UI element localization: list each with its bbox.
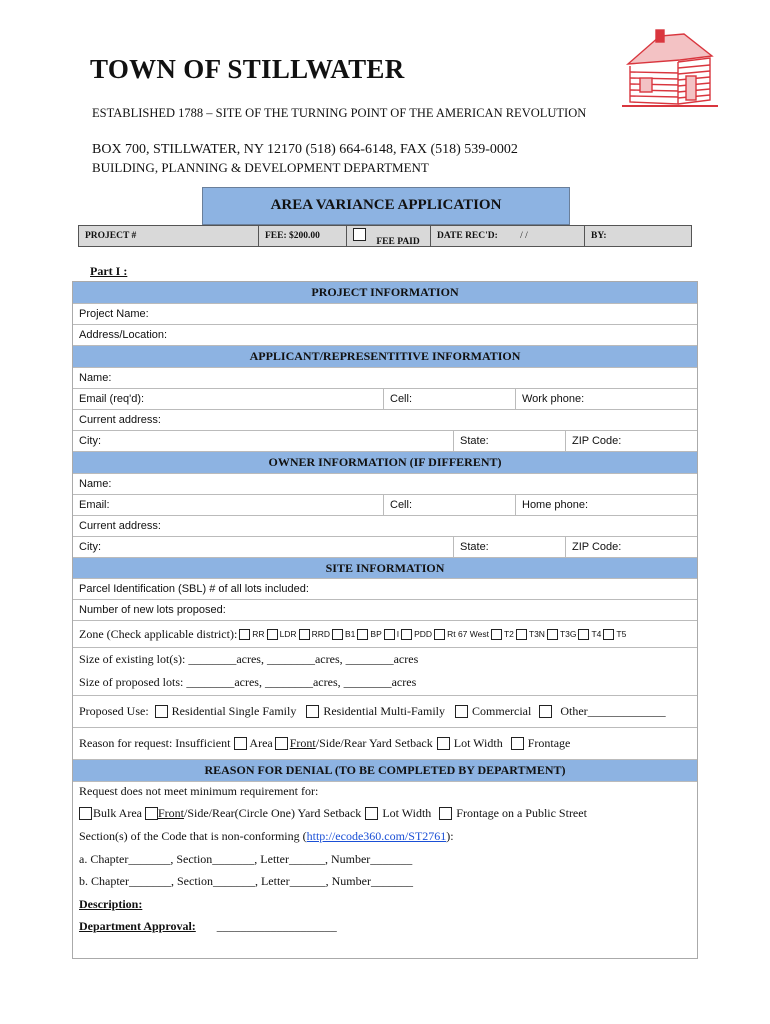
owner-name-label: Name: [79,478,112,490]
zone-checkbox[interactable] [491,629,502,640]
applicant-state-field[interactable] [453,431,565,451]
fee-label: FEE: $200.00 [265,231,320,241]
reason-label: Reason for request: Insufficient [79,736,231,750]
reason-area-checkbox[interactable] [234,737,247,750]
zone-checkbox[interactable] [384,629,395,640]
zone-checkbox[interactable] [434,629,445,640]
town-title: TOWN OF STILLWATER [90,54,405,84]
denial-lot-width-checkbox[interactable] [365,807,378,820]
zone-checkbox[interactable] [267,629,278,640]
department-approval-signature-line[interactable]: ____________________ [216,919,337,933]
project-name-label: Project Name: [79,308,149,320]
denial-requirements-row [73,806,587,821]
zone-option-label: T2 [503,629,514,639]
owner-zip-label: ZIP Code: [572,541,622,553]
existing-lot-size-field[interactable] [73,648,697,670]
denial-setback-checkbox[interactable] [145,807,158,820]
applicant-contact-row [73,389,697,410]
use-single-family-label: Residential Single Family [171,704,297,718]
zone-label: Zone (Check applicable district): [79,626,238,641]
denial-frontage-label: Frontage on a Public Street [456,806,587,820]
application-title: AREA VARIANCE APPLICATION [270,197,502,213]
contact-address: BOX 700, STILLWATER, NY 12170 (518) 664-6148, FAX (518) 539-0002 [92,142,518,157]
zone-checkbox[interactable] [299,629,310,640]
reason-area-label: Area [249,736,273,750]
owner-contact-row [73,495,697,516]
use-other-label: Other_____________ [560,704,666,718]
owner-name-field[interactable] [73,474,697,495]
project-number-field[interactable] [79,226,259,246]
applicant-current-address-label: Current address: [79,414,161,426]
denial-front-label: Front [158,806,185,820]
applicant-heading: APPLICANT/REPRESENTITIVE INFORMATION [73,346,697,368]
owner-heading: OWNER INFORMATION (IF DIFFERENT) [73,452,697,474]
zone-option-label: T3N [528,629,545,639]
zone-option-label: Rt 67 West [447,629,489,639]
fee-paid-checkbox[interactable] [353,228,366,241]
zone-checkbox[interactable] [332,629,343,640]
applicant-cell-field[interactable] [383,389,515,409]
applicant-cell-label: Cell: [390,393,413,405]
department-approval-label: Department Approval: [79,919,196,933]
applicant-city-label[interactable]: City: [79,435,101,447]
zone-checkbox[interactable] [578,629,589,640]
owner-home-phone-label: Home phone: [522,499,589,511]
zone-checkbox[interactable] [547,629,558,640]
owner-email-label[interactable]: Email: [79,499,110,511]
denial-bulk-area-label: Bulk Area [93,806,142,820]
zone-checkbox[interactable] [239,629,250,640]
denial-heading: REASON FOR DENIAL (TO BE COMPLETED BY DEPARTMENT) [73,760,697,782]
zone-option-label: RR [252,629,265,639]
zone-options [239,629,628,640]
applicant-current-address-field[interactable] [73,410,697,431]
received-by-field[interactable] [585,226,691,246]
fee-paid-label: FEE PAID [376,237,420,247]
project-info-heading: PROJECT INFORMATION [73,282,697,304]
zone-option-label: T3G [559,629,577,639]
reason-for-request-row [73,728,697,760]
owner-cell-field[interactable] [383,495,515,515]
town-tagline: ESTABLISHED 1788 – SITE OF THE TURNING POINT OF THE AMERICAN REVOLUTION [92,106,587,120]
zone-option-label: B1 [345,629,356,639]
date-received-slashes: / / [520,231,528,241]
zone-option-label: T4 [591,629,602,639]
zone-row [73,621,697,648]
zone-option-label: RRD [311,629,330,639]
zone-checkbox[interactable] [401,629,412,640]
received-by-label: BY: [591,231,607,241]
zone-option-label: BP [370,629,382,639]
reason-lot-width-checkbox[interactable] [437,737,450,750]
project-name-field[interactable] [73,304,697,325]
denial-intro: Request does not meet minimum requirement for: [79,784,319,798]
owner-state-label: State: [460,541,489,553]
applicant-work-phone-label: Work phone: [522,393,585,405]
zone-checkbox[interactable] [357,629,368,640]
use-other-checkbox[interactable] [539,705,552,718]
applicant-zip-field[interactable] [565,431,697,451]
applicant-zip-label: ZIP Code: [572,435,622,447]
owner-current-address-label: Current address: [79,520,161,532]
zone-option-label: PDD [414,629,433,639]
denial-frontage-checkbox[interactable] [439,807,452,820]
part-one-label: Part I : [90,264,128,278]
date-received-label: DATE REC'D: [437,231,498,241]
zone-option-label: T5 [616,629,627,639]
zone-option-label: LDR [279,629,297,639]
reason-frontage-checkbox[interactable] [511,737,524,750]
owner-home-phone-field[interactable] [515,495,697,515]
owner-state-field[interactable] [453,537,565,557]
owner-zip-field[interactable] [565,537,697,557]
department-approval-line [73,919,337,934]
code-line-b[interactable]: b. Chapter_______, Section_______, Letter______, Number_______ [79,874,413,888]
use-single-family-checkbox[interactable] [155,705,168,718]
reason-setback-label: /Side/Rear Yard Setback [315,736,433,750]
denial-setback-label: /Side/Rear(Circle One) Yard Setback [184,806,362,820]
reason-front-label: Front [289,736,316,750]
owner-current-address-field[interactable] [73,516,697,537]
use-commercial-checkbox[interactable] [455,705,468,718]
new-lots-field[interactable] [73,600,697,621]
applicant-work-phone-field[interactable] [515,389,697,409]
address-location-label: Address/Location: [79,329,168,341]
parcel-id-field[interactable] [73,579,697,600]
proposed-lot-size-label: Size of proposed lots: ________acres, ________acres, ________acres [79,675,417,689]
log-cabin-icon [620,26,720,108]
proposed-lot-size-field[interactable] [73,670,697,696]
date-received-field[interactable] [431,226,585,246]
parcel-id-label: Parcel Identification (SBL) # of all lots included: [79,583,309,595]
zone-checkbox[interactable] [516,629,527,640]
description-label: Description: [79,897,143,911]
denial-lot-width-label: Lot Width [382,806,432,820]
project-number-label: PROJECT # [85,231,137,241]
existing-lot-size-label: Size of existing lot(s): ________acres, ________acres, ________acres [79,651,419,666]
owner-city-label[interactable]: City: [79,541,101,553]
code-line-a[interactable]: a. Chapter_______, Section_______, Letter______, Number_______ [79,852,413,866]
applicant-city-row [73,431,697,452]
ecode-link[interactable]: http://ecode360.com/ST2761 [306,829,447,843]
denial-bulk-area-checkbox[interactable] [79,807,92,820]
code-section-line [73,829,454,844]
applicant-email-label[interactable]: Email (req'd): [79,393,145,405]
office-use-strip [78,225,692,247]
reason-frontage-label: Frontage [527,736,571,750]
reason-setback-checkbox[interactable] [275,737,288,750]
code-section-suffix: ): [446,829,454,843]
proposed-use-row [73,696,697,728]
site-info-heading: SITE INFORMATION [73,558,697,579]
fee-paid-field[interactable] [347,226,431,246]
proposed-use-label: Proposed Use: [79,704,149,718]
code-section-prefix: Section(s) of the Code that is non-conforming ( [79,829,307,843]
zone-checkbox[interactable] [603,629,614,640]
application-form [72,281,698,959]
applicant-name-field[interactable] [73,368,697,389]
use-commercial-label: Commercial [472,704,532,718]
zone-option-label: I [396,629,400,639]
applicant-state-label: State: [460,435,489,447]
owner-cell-label: Cell: [390,499,413,511]
use-multi-family-label: Residential Multi-Family [323,704,446,718]
department-name: BUILDING, PLANNING & DEVELOPMENT DEPARTMENT [92,160,429,175]
owner-city-row [73,537,697,558]
new-lots-label: Number of new lots proposed: [79,604,226,616]
fee-field [259,226,347,246]
address-location-field[interactable] [73,325,697,346]
reason-lot-width-label: Lot Width [453,736,503,750]
applicant-name-label: Name: [79,372,112,384]
use-multi-family-checkbox[interactable] [306,705,319,718]
